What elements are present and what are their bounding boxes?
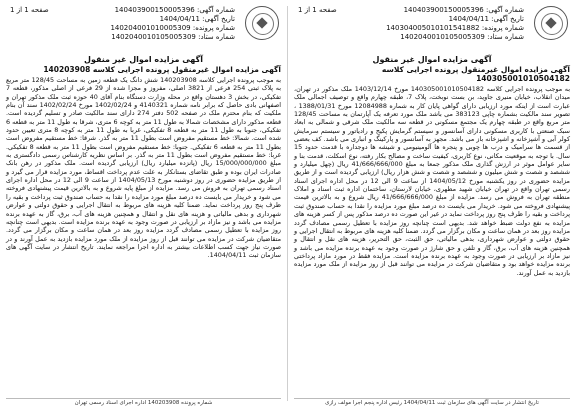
notice-footer: شماره پرونده 140203908 اداره اجرای اسناد رسمی تهران: [6, 398, 281, 406]
meta-line: شماره ستاد: 1402040010105005309: [111, 33, 235, 41]
emblem-icon: [534, 6, 568, 40]
emblem-icon: [245, 6, 279, 40]
notice-title: آگهی مزایده اموال غیر منقول: [372, 55, 492, 64]
meta-line: تاریخ آگهی: 1404/04/11: [448, 15, 524, 23]
column-divider: [287, 6, 288, 401]
notice-title: آگهی مزایده اموال غیر منقول: [84, 55, 203, 64]
right-notice: [288, 0, 576, 409]
meta-line: شماره آگهی: 140403900150005396: [114, 6, 235, 14]
notice-header: [294, 4, 570, 54]
meta-line: شماره ستاد: 1402040010105005309: [400, 33, 524, 41]
meta-line: شماره پرونده: 140304005010101541882: [386, 24, 524, 32]
notice-paragraph: به موجب پرونده اجرایی کلاسه 140203908 شش دانگ یک قطعه زمین به مساحت 128/45 متر مربع به پلاک ثبتی 254 فرعی از 3821 اصلی، مفروز و مجزا شده از 29 فرعی از اصلی مذکور، قطعه 7 تفکیکی، در بخش 3 دهستان واقع در محله وزارت دستگاه بنام آقای 40 حوزه ثبت ملک مذکور تهران و اصفهانی بادی حاصل که برابر نامه شماره 4140321 و 1402/02/24 مورخ 1402/02/24 سند آن بنام ملکیت که بنام محترم ملک در صفحه 502 دفتر 274 دارای سند مالکیت صادر و تسلیم گردیده است. قطعه مذکور دارای مشخصات شمالا به طول 11 متر به کوچه 6 متری، شرقا به طول 11 متر به قطعه 6 تفکیکی، جنوبا به طول 11 متر به قطعه 8 تفکیکی، غربا به طول 11 متر به کوچه 8 متری تعیین حدود شده است. شمالا: خط مستقیم مفروض است بطول 11 متر به گذر. شرقا: خط مستقیم مفروض است بطول 11 متر به قطعه 6 تفکیکی. جنوبا: خط مستقیم مفروض است بطول 11 متر به قطعه 8 تفکیکی. غربا: خط مستقیم مفروض است بطول 11 متر به گذر. بر اساس نظریه کارشناس رسمی دادگستری به مبلغ 15/000/000/000 ریال (پانزده میلیارد ریال) ارزیابی گردیده است. ملک مذکور در رهن بانک صادرات ایران بوده و طبق تقاضای بستانکار به علت عدم پرداخت اقساط، مورد مزایده قرار می گیرد و از طریق مزایده حضوری در روز دوشنبه مورخ 1404/05/13 از ساعت 9 الی 12 در محل اداره اجرای اسناد رسمی تهران به فروش می رسد. مزایده از مبلغ پایه شروع و به بالاترین قیمت پیشنهادی فروخته می شود و خریدار می بایست ده درصد مبلغ مورد مزایده را نقدا به حساب صندوق ثبت پرداخت و بقیه را ظرف پنج روز پرداخت نماید. ضمنا کلیه هزینه های مربوط به انتقال اجرایی و حقوق دولتی و عوارض شهرداری و بدهی مالیاتی و هزینه های نقل و انتقال و همچنین هزینه های آب، برق، گاز به عهده برنده مزایده می باشد و نیز مازاد بر ارزیابی در صورت وجود به عهده برنده مزایده است. بدیهی است چنانچه روز مزایده با تعطیل رسمی مصادف گردد مزایده روز بعد در همان ساعت و مکان برگزار می گردد. متقاضیان شرکت در مزایده می توانند قبل از روز مزایده از ملک مورد مزایده بازدید به عمل آورند و در صورت نیاز جهت کسب اطلاعات بیشتر به اداره اجرا مراجعه نمایند. تاریخ انتشار در سایت آگهی های سازمان ثبت 1404/04/11.: [6, 76, 282, 260]
notice-meta: [110, 6, 235, 42]
notice-header: [6, 4, 281, 54]
page-label: صفحه 1 از 1: [298, 6, 337, 14]
meta-line: تاریخ آگهی: 1404/04/11: [159, 15, 235, 23]
notice-footer: تاریخ انتشار در سایت آگهی های سازمان ثبت 1404/04/11 رئیس اداره پنجم اجرا مولف رازی: [294, 398, 570, 406]
meta-line: شماره پرونده: 140204001010005309: [110, 24, 235, 32]
notice-meta: [386, 6, 524, 42]
notice-body: [6, 76, 281, 260]
notice-paragraph: به موجب پرونده اجرایی کلاسه 140305001010504182 مورخ 1403/12/14 ملک مذکور در تهران، میدان انقلاب، خیابان منیری جاوید، بن بست نوبخت، پلاک 7، طبقه چهارم واقع و توصیف اجمالی ملک عبارت است از اینکه مورد ارزیابی دارای گواهی پایان کار به شماره 12084988 مورخ 1388/01/31 ، تصویر سند مالکیت بشماره چاپی 383123 می باشد ملک مورد تعرفه یک آپارتمان به مساحت 128/45 متر مربع واقع در طبقه چهارم یک مجتمع مسکونی در قطعه سه مالکیت ملک شرقی و شمالی به ابعاد سبک صنعتی با کاربری مسکونی دارای آسانسور و سیستم گرمایش پکیج و رادیاتور و سیستم سرمایش کولر آبی و آشپزخانه و اشپزخانه باز می باشد. مجهز به آسانسور و پارکینگ و انباری می باشد. کف بعضی از قسمت ها سرامیک و درب ها چوبی و پنجره ها آلومینیومی و شیشه ها دوجداره با قدمت حدود 15 سال. با توجه به موقعیت مکانی، نوع کاربری، کیفیت ساخت و مصالح بکار رفته، نوع اسکلت، قدمت بنا و سایر عوامل موثر در ارزش گذاری ملک مذکور جمعا به مبلغ 41/666/666/000 ریال (چهل میلیارد و ششصد و شصت و شش میلیون و ششصد و شصت و شش هزار ریال) ارزیابی گردیده است و از طریق مزایده حضوری در روز یکشنبه مورخ 1404/05/12 از ساعت 9 الی 12 در محل اداره اجرای اسناد رسمی تهران واقع در تهران خیابان شهید مطهری، خیابان لارستان، ساختمان اداره ثبت اسناد و املاک منطقه تهران به فروش می رسد. مزایده از مبلغ 41/666/666/000 ریال شروع و به بالاترین قیمت پیشنهادی فروخته می شود. خریدار می بایست ده درصد مبلغ مورد مزایده را نقدا به حساب صندوق ثبت پرداخت و بقیه را ظرف پنج روز پرداخت نماید در غیر این صورت ده درصد مذکور پس از کسر هزینه های مزایده به نفع دولت ضبط خواهد شد. بدیهی است چنانچه روز مزایده با تعطیل رسمی مصادف گردد مزایده روز بعد در همان ساعت و مکان برگزار می گردد. ضمنا کلیه هزینه های مربوط به انتقال اجرایی و حقوق دولتی و عوارض شهرداری، بدهی مالیاتی، حق الثبت، حق التحریر، هزینه های نقل و انتقال و همچنین هزینه های آب، برق، گاز و تلفن و حق شارژ در صورت وجود به عهده برنده مزایده می باشد و نیز مازاد بر ارزیابی در صورت وجود به عهده برنده مزایده است. مزایده فقط در مورد مازاد پرداختی برنده مزایده خواهد بود و متقاضیان شرکت در مزایده می توانند قبل از روز مزایده از ملک مورد مزایده بازدید به عمل آورند.: [294, 85, 571, 277]
page-label: صفحه 1 از 1: [10, 6, 49, 14]
notice-body: [294, 85, 570, 277]
notice-subtitle: آگهی مزایده اموال غیرمنقول پرونده اجرایی کلاسه 140305001010504182: [381, 65, 570, 83]
left-notice: [0, 0, 287, 409]
notice-subtitle: آگهی مزایده اموال غیرمنقول پرونده اجرایی کلاسه 140203908: [43, 65, 281, 74]
meta-line: شماره آگهی: 140403900150005396: [403, 6, 524, 14]
